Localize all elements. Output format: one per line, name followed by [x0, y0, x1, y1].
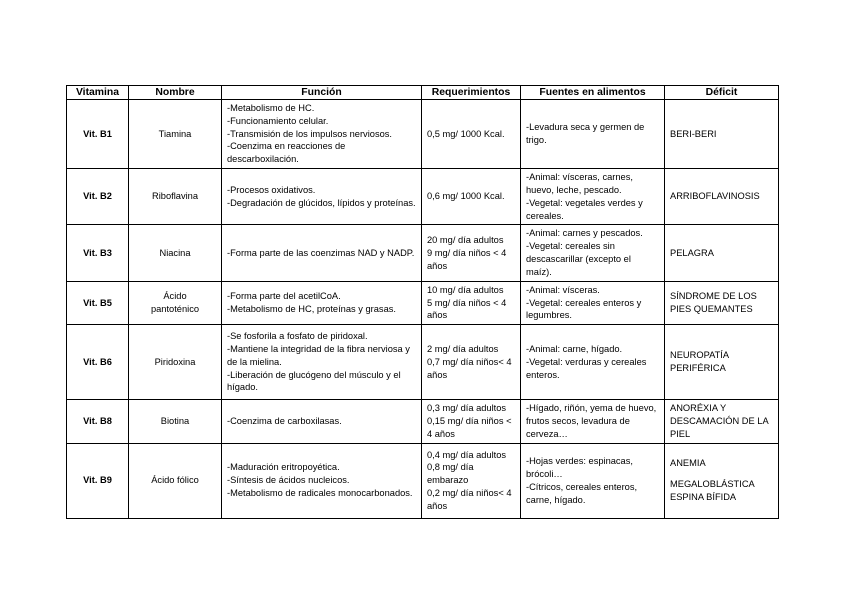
fuentes-cell: [521, 169, 665, 225]
cell-line: -Procesos oxidativos.: [227, 184, 316, 195]
funcion-cell: [222, 100, 422, 169]
cell-line: -Metabolismo de HC, proteínas y grasas.: [227, 304, 396, 314]
nombre-cell: [129, 325, 222, 400]
vitamina-cell: Vit. B8: [67, 400, 129, 443]
cell-line: 0,3 mg/ día adultos: [427, 403, 507, 414]
deficit-cell: [665, 400, 779, 443]
cell-line: 0,15 mg/ día niños < 4 años: [427, 416, 512, 439]
vitamin-table: [66, 85, 779, 519]
cell-line: 5 mg/ día niños < 4 años: [427, 297, 507, 321]
vitamina-cell: Vit. B1: [67, 100, 129, 169]
cell-line: Ácido fólico: [151, 475, 199, 486]
table-header-row: [67, 86, 779, 100]
cell-line: -Vegetal: cereales enteros y legumbres.: [526, 297, 642, 321]
table-row: [67, 100, 779, 169]
header-funcion: Función: [222, 86, 422, 100]
table-row: [67, 443, 779, 518]
cell-line: Biotina: [160, 416, 190, 427]
table-row: [67, 325, 779, 400]
cell-line: -Hígado, riñón, yema de huevo, frutos secos, levadura de cerveza…: [526, 403, 657, 439]
cell-line: -Coenzima en reacciones de descarboxilación.: [227, 141, 346, 165]
table-row: [67, 281, 779, 324]
nombre-cell: [129, 100, 222, 169]
cell-line: -Degradación de glúcidos, lípidos y proteínas.: [227, 197, 416, 208]
header-fuentes: Fuentes en alimentos: [521, 86, 665, 100]
cell-line: ANORÉXIA Y DESCAMACIÓN DE LA PIEL: [670, 403, 769, 439]
header-vitamina: Vitamina: [67, 86, 129, 100]
cell-line: -Funcionamiento celular.: [227, 115, 329, 126]
deficit-cell: [665, 325, 779, 400]
requerimientos-cell: [422, 169, 521, 225]
cell-line: 0,7 mg/ día niños< 4 años: [427, 356, 512, 380]
nombre-cell: [129, 443, 222, 518]
header-requerimientos: Requerimientos: [422, 86, 521, 100]
cell-line: BERI-BERI: [670, 128, 717, 139]
cell-line: Niacina: [159, 247, 191, 258]
funcion-cell: [222, 225, 422, 281]
nombre-cell: [129, 400, 222, 443]
cell-line: 9 mg/ día niños < 4 años: [427, 247, 507, 271]
cell-line: -Animal: vísceras, carnes, huevo, leche, pescado.: [526, 172, 633, 195]
cell-line: -Transmisión de los impulsos nerviosos.: [227, 128, 392, 139]
requerimientos-cell: [422, 325, 521, 400]
deficit-cell: [665, 281, 779, 324]
fuentes-cell: [521, 443, 665, 518]
cell-line: 20 mg/ día adultos: [427, 234, 504, 245]
cell-line: NEUROPATÍA PERIFÉRICA: [670, 350, 729, 374]
table-row: [67, 169, 779, 225]
vitamina-cell: Vit. B9: [67, 443, 129, 518]
cell-line: 0,6 mg/ 1000 Kcal.: [427, 191, 505, 202]
cell-line: PELAGRA: [670, 247, 714, 258]
cell-line: SÍNDROME DE LOS PIES QUEMANTES: [670, 291, 757, 314]
cell-line: -Animal: vísceras.: [526, 284, 600, 295]
deficit-cell: [665, 443, 779, 518]
cell-line: -Metabolismo de radicales monocarbonados.: [227, 488, 413, 499]
cell-line: -Forma parte de las coenzimas NAD y NADP.: [227, 247, 415, 258]
table-row: [67, 225, 779, 281]
cell-line: -Forma parte del acetilCoA.: [227, 291, 341, 302]
fuentes-cell: [521, 225, 665, 281]
deficit-cell: [665, 225, 779, 281]
cell-line: -Metabolismo de HC.: [227, 103, 315, 113]
requerimientos-cell: [422, 400, 521, 443]
cell-line: ANEMIA: [670, 458, 706, 469]
vitamina-cell: Vit. B2: [67, 169, 129, 225]
cell-line: -Vegetal: cereales sin descascarillar (excepto el maíz).: [526, 241, 631, 277]
fuentes-cell: [521, 100, 665, 169]
cell-line: 2 mg/ día adultos: [427, 344, 499, 354]
cell-line: -Vegetal: verduras y cereales enteros.: [526, 356, 647, 380]
funcion-cell: [222, 443, 422, 518]
cell-line: -Animal: carne, hígado.: [526, 344, 623, 354]
deficit-cell: [665, 100, 779, 169]
header-nombre: Nombre: [129, 86, 222, 100]
cell-line: -Animal: carnes y pescados.: [526, 228, 643, 239]
cell-line: -Coenzima de carboxilasas.: [227, 416, 342, 427]
cell-line: MEGALOBLÁSTICA ESPINA BÍFIDA: [670, 479, 755, 503]
nombre-cell: [129, 225, 222, 281]
cell-line: 0,2 mg/ día niños< 4 años: [427, 488, 512, 511]
nombre-cell: [129, 281, 222, 324]
cell-line: pantoténico: [150, 304, 200, 314]
funcion-cell: [222, 281, 422, 324]
cell-line: -Cítricos, cereales enteros, carne, hígado.: [526, 481, 638, 505]
requerimientos-cell: [422, 225, 521, 281]
table-row: [67, 400, 779, 443]
funcion-cell: [222, 400, 422, 443]
cell-line: -Síntesis de ácidos nucleicos.: [227, 475, 350, 486]
cell-line: -Vegetal: vegetales verdes y cereales.: [526, 197, 643, 221]
fuentes-cell: [521, 325, 665, 400]
fuentes-cell: [521, 281, 665, 324]
funcion-cell: [222, 325, 422, 400]
cell-line: 10 mg/ día adultos: [427, 284, 504, 295]
cell-line: 0,8 mg/ día embarazo: [427, 462, 474, 486]
cell-line: Tiamina: [158, 128, 192, 139]
requerimientos-cell: [422, 100, 521, 169]
cell-line: -Hojas verdes: espinacas, brócoli…: [526, 456, 633, 479]
cell-line: Piridoxina: [154, 356, 196, 367]
fuentes-cell: [521, 400, 665, 443]
table-body: [67, 100, 779, 519]
cell-line: -Levadura seca y germen de trigo.: [526, 122, 645, 146]
cell-line: -Mantiene la integridad de la fibra nerviosa y de la mielina.: [227, 344, 410, 367]
vitamina-cell: Vit. B3: [67, 225, 129, 281]
cell-line: 0,5 mg/ 1000 Kcal.: [427, 128, 505, 139]
cell-line: 0,4 mg/ día adultos: [427, 449, 507, 460]
line-gap: [670, 470, 773, 478]
cell-line: -Liberación de glucógeno del músculo y el hígado.: [227, 369, 401, 393]
vitamina-cell: Vit. B6: [67, 325, 129, 400]
cell-line: Ácido: [163, 291, 187, 302]
cell-line: -Maduración eritropoyética.: [227, 462, 340, 473]
cell-line: Riboflavina: [152, 191, 198, 202]
deficit-cell: [665, 169, 779, 225]
nombre-cell: [129, 169, 222, 225]
requerimientos-cell: [422, 281, 521, 324]
funcion-cell: [222, 169, 422, 225]
cell-line: ARRIBOFLAVINOSIS: [670, 191, 760, 202]
vitamina-cell: Vit. B5: [67, 281, 129, 324]
requerimientos-cell: [422, 443, 521, 518]
header-deficit: Déficit: [665, 86, 779, 100]
cell-line: -Se fosforila a fosfato de piridoxal.: [227, 331, 368, 342]
